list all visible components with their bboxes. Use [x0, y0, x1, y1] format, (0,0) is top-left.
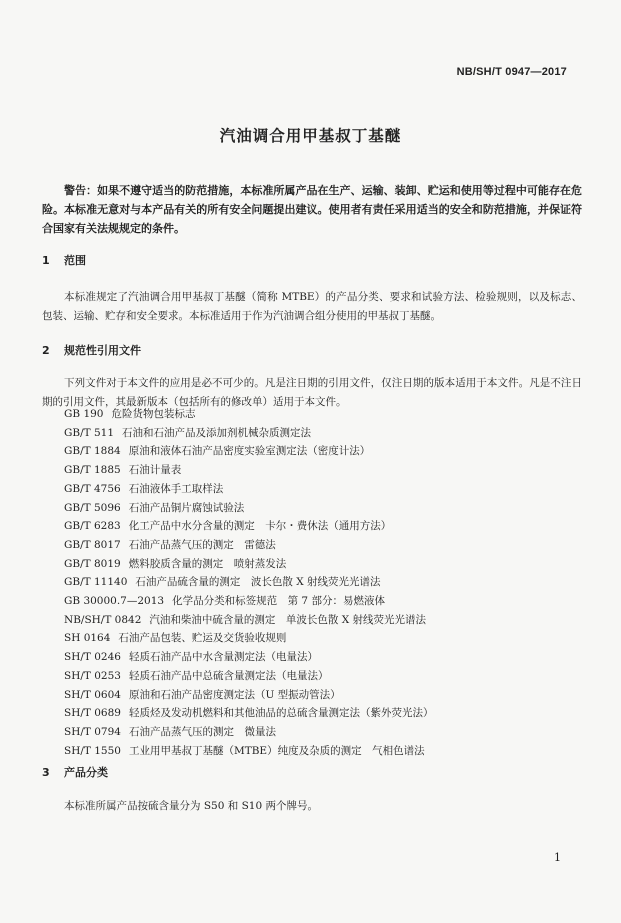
reference-code: GB/T 1885 [64, 464, 121, 477]
section-number: 2 [42, 344, 50, 357]
reference-title: 轻质烃及发动机燃料和其他油品的总硫含量测定法（紫外荧光法） [128, 707, 434, 720]
reference-list [64, 405, 584, 760]
reference-title: 石油产品硫含量的测定 波长色散 X 射线荧光光谱法 [135, 576, 381, 589]
reference-title: 化学品分类和标签规范 第 7 部分：易燃液体 [172, 595, 385, 608]
reference-title: 危险货物包装标志 [111, 408, 196, 420]
reference-title: 石油产品包装、贮运及交货验收规则 [118, 632, 287, 645]
reference-code: GB/T 511 [64, 426, 115, 439]
reference-item [64, 573, 584, 592]
section-2-heading [42, 342, 141, 358]
reference-item [64, 405, 584, 424]
reference-code: GB/T 5096 [64, 501, 121, 514]
reference-title: 原油和石油产品密度测定法（U 型振动管法） [128, 688, 341, 701]
reference-item [64, 461, 584, 480]
document-title: 汽油调合用甲基叔丁基醚 [219, 127, 402, 145]
reference-title: 石油产品铜片腐蚀试验法 [128, 501, 245, 514]
reference-title: 轻质石油产品中总硫含量测定法（电量法） [128, 669, 329, 682]
reference-title: 燃料胶质含量的测定 喷射蒸发法 [128, 557, 287, 570]
section-number: 1 [42, 254, 50, 267]
reference-code: GB 30000.7—2013 [64, 595, 165, 608]
reference-item [64, 480, 584, 499]
reference-title: 工业用甲基叔丁基醚（MTBE）纯度及杂质的测定 气相色谱法 [128, 744, 425, 757]
reference-item [64, 499, 584, 518]
reference-code: SH 0164 [64, 632, 111, 645]
reference-code: SH/T 0604 [64, 688, 121, 701]
reference-title: 石油和石油产品及添加剂机械杂质测定法 [122, 426, 312, 439]
reference-item [64, 592, 584, 611]
section-3-heading [42, 764, 108, 780]
reference-title: 原油和液体石油产品密度实验室测定法（密度计法） [128, 445, 371, 458]
reference-item [64, 723, 584, 742]
reference-item [64, 555, 584, 574]
reference-item [64, 648, 584, 667]
reference-item [64, 629, 584, 648]
reference-title: 石油计量表 [128, 464, 182, 477]
warning-paragraph: 警告：如果不遵守适当的防范措施，本标准所属产品在生产、运输、装卸、贮运和使用等过程中可能存在危险。本标准无意对与本产品有关的所有安全问题提出建议。使用者有责任采用适当的安全和防范措施，并保证符合国家有关法规规定的条件。 [42, 184, 582, 235]
reference-code: GB/T 6283 [64, 520, 121, 533]
reference-item [64, 686, 584, 705]
reference-title: 石油产品蒸气压的测定 雷德法 [128, 538, 276, 551]
reference-code: NB/SH/T 0842 [64, 613, 142, 626]
reference-code: SH/T 0253 [64, 669, 121, 682]
reference-item [64, 704, 584, 723]
reference-item [64, 424, 584, 443]
reference-code: SH/T 0794 [64, 725, 121, 738]
reference-title: 轻质石油产品中水含量测定法（电量法） [128, 651, 318, 664]
reference-title: 石油产品蒸气压的测定 微量法 [128, 725, 276, 738]
section-title: 产品分类 [64, 766, 108, 779]
reference-code: GB/T 8017 [64, 538, 121, 551]
section-number: 3 [42, 766, 50, 779]
reference-code: GB/T 11140 [64, 576, 128, 589]
reference-title: 石油液体手工取样法 [128, 482, 224, 495]
reference-code: SH/T 1550 [64, 744, 121, 757]
reference-code: SH/T 0246 [64, 651, 121, 664]
reference-item [64, 667, 584, 686]
reference-code: GB 190 [64, 408, 104, 420]
reference-item [64, 442, 584, 461]
reference-code: GB/T 1884 [64, 445, 121, 458]
reference-code: GB/T 4756 [64, 482, 121, 495]
reference-title: 化工产品中水分含量的测定 卡尔・费休法（通用方法） [128, 520, 392, 533]
scope-paragraph: 本标准规定了汽油调合用甲基叔丁基醚（简称 MTBE）的产品分类、要求和试验方法、检验规则，以及标志、包装、运输、贮存和安全要求。本标准适用于作为汽油调合组分使用的甲基叔丁基醚。 [42, 291, 582, 322]
standard-code: NB/SH/T 0947—2017 [456, 66, 567, 78]
section-1-heading [42, 252, 86, 268]
normative-intro-paragraph: 下列文件对于本文件的应用是必不可少的。凡是注日期的引用文件，仅注日期的版本适用于本文件。凡是不注日期的引用文件，其最新版本（包括所有的修改单）适用于本文件。 [42, 377, 582, 408]
reference-title: 汽油和柴油中硫含量的测定 单波长色散 X 射线荧光光谱法 [149, 613, 427, 626]
section-title: 范围 [64, 254, 86, 267]
section-title: 规范性引用文件 [64, 344, 141, 357]
reference-item [64, 742, 584, 761]
reference-item [64, 611, 584, 630]
reference-code: SH/T 0689 [64, 707, 121, 720]
page-number: 1 [554, 851, 561, 864]
classification-paragraph: 本标准所属产品按硫含量分为 S50 和 S10 两个牌号。 [64, 800, 318, 812]
reference-item [64, 536, 584, 555]
reference-code: GB/T 8019 [64, 557, 121, 570]
reference-item [64, 517, 584, 536]
